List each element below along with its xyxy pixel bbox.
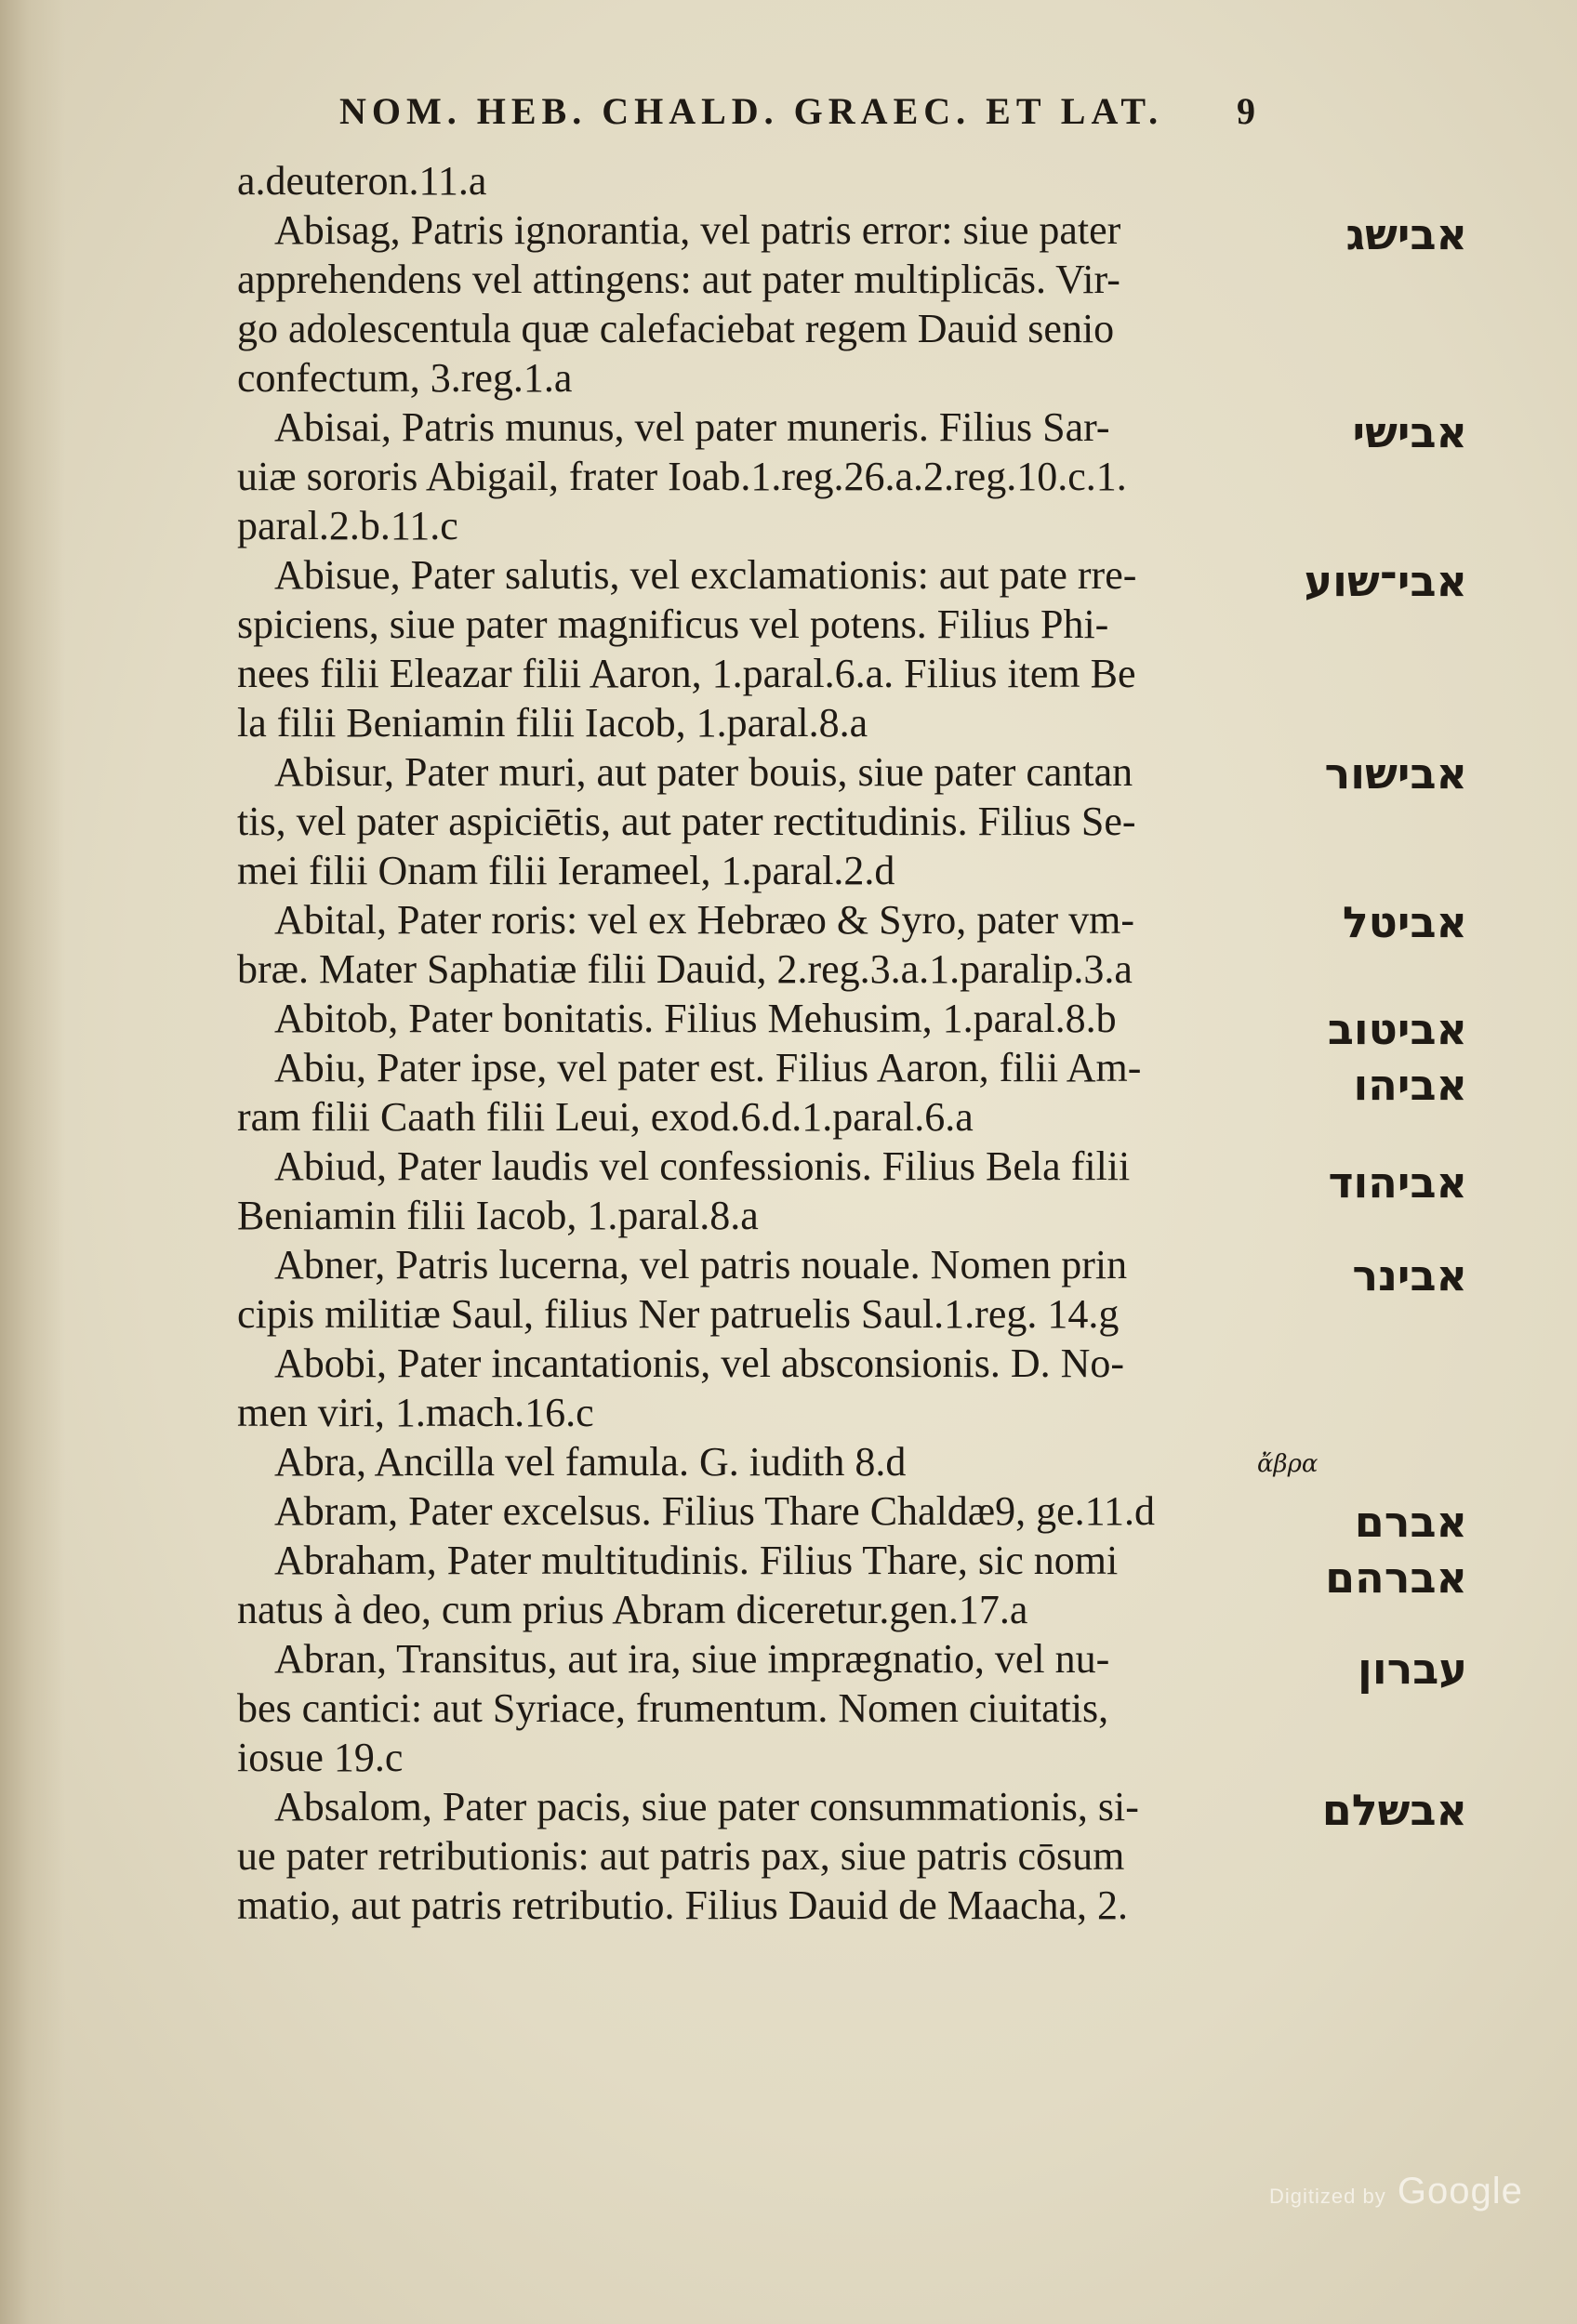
text-line: Beniamin filii Iacob, 1.paral.8.a: [237, 1193, 759, 1238]
entry-abra: Abra, Ancilla vel famula. G. iudith 8.d: [274, 1439, 907, 1485]
text-line: natus à deo, cum prius Abram diceretur.gen.17.a: [237, 1587, 1028, 1632]
hebrew-name: אביטל: [1342, 897, 1467, 947]
text-line: bes cantici: aut Syriace, frumentum. Nomen ciuitatis,: [237, 1685, 1109, 1731]
entry-abram: Abram, Pater excelsus. Filius Thare Chaldæ9, ge.11.d: [274, 1488, 1156, 1534]
text-line: la filii Beniamin filii Iacob, 1.paral.8.a: [237, 700, 868, 746]
entry-abobi: Abobi, Pater incantationis, vel absconsionis. D. No-: [274, 1340, 1125, 1386]
hebrew-margin-column: [1274, 0, 1478, 2324]
text-line: cipis militiæ Saul, filius Ner patruelis Saul.1.reg. 14.g: [237, 1291, 1120, 1337]
text-line: iosue 19.c: [237, 1735, 404, 1780]
hebrew-name: אברם: [1354, 1497, 1467, 1547]
greek-marginal-note: ἄβρα: [1257, 1450, 1319, 1478]
entry-abran: Abran, Transitus, aut ira, siue imprægnatio, vel nu-: [274, 1636, 1110, 1682]
hebrew-name: אבישי: [1352, 407, 1467, 457]
hebrew-name: אבשלם: [1321, 1785, 1467, 1835]
hebrew-name: אביהו: [1353, 1060, 1467, 1110]
hebrew-name: אבישור: [1324, 748, 1467, 799]
hebrew-name: אבינר: [1352, 1250, 1467, 1301]
hebrew-name: אבישג: [1345, 209, 1467, 259]
hebrew-name: אברהם: [1325, 1552, 1467, 1603]
entry-abraham: Abraham, Pater multitudinis. Filius Thare, sic nomi: [274, 1538, 1119, 1583]
text-line: go adolescentula quæ calefaciebat regem Dauid senio: [237, 306, 1115, 351]
text-line: ram filii Caath filii Leui, exod.6.d.1.paral.6.a: [237, 1094, 974, 1140]
running-head-title: NOM. HEB. CHALD. GRAEC. ET LAT.: [339, 90, 1164, 132]
text-line: apprehendens vel attingens: aut pater multiplicās. Vir-: [237, 257, 1120, 302]
entry-abisai: Abisai, Patris munus, vel pater muneris. Filius Sar-: [274, 404, 1110, 450]
text-line: nees filii Eleazar filii Aaron, 1.paral.6.a. Filius item Be: [237, 651, 1136, 696]
page-number: 9: [1237, 90, 1255, 132]
hebrew-name: אבי־שוע: [1304, 556, 1467, 606]
text-line: bræ. Mater Saphatiæ filii Dauid, 2.reg.3.a.1.paralip.3.a: [237, 946, 1133, 992]
entry-abner: Abner, Patris lucerna, vel patris nouale. Nomen prin: [274, 1242, 1128, 1287]
watermark-brand: Google: [1397, 2171, 1523, 2212]
running-head: [339, 89, 1255, 133]
entry-abisue: Abisue, Pater salutis, vel exclamationis: aut pate rre-: [274, 552, 1137, 598]
dictionary-text-block: [237, 156, 1251, 1930]
text-line: a.deuteron.11.a: [237, 158, 487, 204]
entry-abisag: Abisag, Patris ignorantia, vel patris error: siue pater: [274, 207, 1121, 253]
text-line: confectum, 3.reg.1.a: [237, 355, 573, 401]
entry-abisur: Abisur, Pater muri, aut pater bouis, siue pater cantan: [274, 749, 1133, 795]
text-line: paral.2.b.11.c: [237, 503, 458, 548]
entry-abitob: Abitob, Pater bonitatis. Filius Mehusim, 1.paral.8.b: [274, 996, 1117, 1041]
entry-absalom: Absalom, Pater pacis, siue pater consummationis, si-: [274, 1784, 1139, 1829]
text-line: tis, vel pater aspiciētis, aut pater rectitudinis. Filius Se-: [237, 799, 1136, 844]
text-line: men viri, 1.mach.16.c: [237, 1390, 594, 1435]
digitized-watermark: [1269, 2171, 1523, 2212]
hebrew-name: עברון: [1358, 1644, 1467, 1694]
entry-abital: Abital, Pater roris: vel ex Hebræo & Syro, pater vm-: [274, 897, 1135, 943]
entry-abiud: Abiud, Pater laudis vel confessionis. Filius Bela filii: [274, 1143, 1131, 1189]
text-line: uiæ sororis Abigail, frater Ioab.1.reg.26.a.2.reg.10.c.1.: [237, 454, 1127, 499]
entry-abiu: Abiu, Pater ipse, vel pater est. Filius Aaron, filii Am-: [274, 1045, 1142, 1090]
text-line: spiciens, siue pater magnificus vel potens. Filius Phi-: [237, 601, 1109, 647]
text-line: matio, aut patris retributio. Filius Dauid de Maacha, 2.: [237, 1882, 1129, 1928]
page-gutter-shadow: [0, 0, 65, 2324]
text-line: mei filii Onam filii Ierameel, 1.paral.2.d: [237, 848, 895, 893]
hebrew-name: אביהוד: [1328, 1157, 1467, 1208]
watermark-prefix: Digitized by: [1269, 2185, 1386, 2208]
hebrew-name: אביטוב: [1327, 1004, 1467, 1054]
text-line: ue pater retributionis: aut patris pax, siue patris cōsum: [237, 1833, 1125, 1879]
